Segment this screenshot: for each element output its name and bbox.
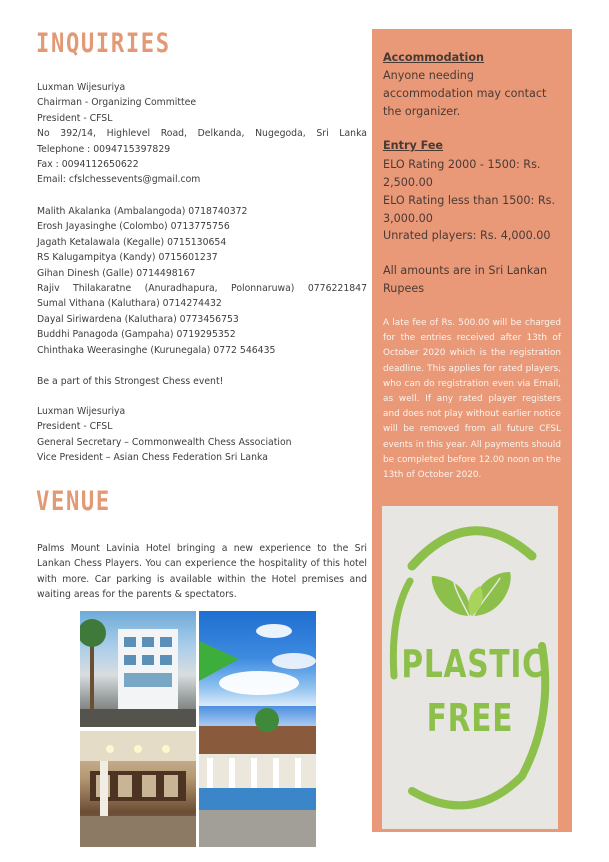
venue-description: Palms Mount Lavinia Hotel bringing a new experience to the Sri Lankan Chess Players. You can experience the hospitality of this hotel with more. Car parking is available within the Hotel premises and waiting areas for the parents & spectators. — [37, 543, 367, 601]
contact-telephone: Telephone : 0094715397829 — [37, 143, 171, 155]
hall-interior-photo — [80, 731, 196, 847]
contact-line: Luxman Wijesuriya — [37, 82, 126, 93]
contact-line: Chairman - Organizing Committee — [37, 97, 197, 109]
inquiries-title: INQUIRIES — [36, 28, 171, 59]
signature-line: Vice President – Asian Chess Federation Sri Lanka — [37, 452, 268, 464]
entry-fee-item: ELO Rating less than 1500: Rs. 3,000.00 — [383, 194, 556, 225]
coordinator-item: Dayal Siriwardena (Kaluthara) 0773456753 — [37, 313, 239, 325]
coordinator-item: Erosh Jayasinghe (Colombo) 0713775756 — [37, 221, 230, 233]
accommodation-text: Anyone needing accommodation may contact the organizer. — [383, 69, 547, 118]
contact-fax: Fax : 0094112650622 — [37, 159, 139, 171]
coordinator-item: RS Kalugampitya (Kandy) 0715601237 — [37, 252, 218, 264]
signature-block — [37, 404, 367, 466]
coordinator-item: Chinthaka Weerasinghe (Kurunegala) 0772 546435 — [37, 344, 276, 356]
free-word: FREE — [426, 696, 514, 740]
coordinators-list — [37, 204, 367, 358]
plastic-free-badge — [382, 506, 558, 829]
coordinator-item: Buddhi Panagoda (Gampaha) 0719295352 — [37, 329, 236, 341]
coordinator-item: Jagath Ketalawala (Kegalle) 0715130654 — [37, 236, 227, 248]
currency-note: All amounts are in Sri Lankan Rupees — [383, 264, 548, 295]
entry-fee-item: ELO Rating 2000 - 1500: Rs. 2,500.00 — [383, 158, 541, 189]
entry-fee-item: Unrated players: Rs. 4,000.00 — [383, 229, 551, 242]
signature-line: President - CFSL — [37, 421, 113, 433]
signature-line: General Secretary – Commonwealth Chess Association — [37, 436, 292, 448]
hotel-pool-photo — [199, 706, 316, 847]
event-tagline-text: Be a part of this Strongest Chess event! — [37, 376, 224, 387]
contact-email[interactable]: Email: cfslchessevents@gmail.com — [37, 174, 201, 186]
coordinator-item: Rajiv Thilakaratne (Anuradhapura, Polonnaruwa) 0776221847 — [37, 283, 367, 295]
hotel-exterior-photo — [80, 611, 196, 727]
signature-line: Luxman Wijesuriya — [37, 406, 126, 417]
coordinator-item: Sumal Vithana (Kaluthara) 0714274432 — [37, 298, 222, 310]
contact-address: No 392/14, Highlevel Road, Delkanda, Nugegoda, Sri Lanka — [37, 128, 367, 140]
event-tagline — [37, 374, 367, 389]
coordinator-item: Gihan Dinesh (Galle) 0714498167 — [37, 267, 196, 279]
entry-fee-heading: Entry Fee — [383, 139, 444, 152]
contact-block — [37, 80, 367, 188]
contact-line: President - CFSL — [37, 112, 113, 124]
coordinator-item: Malith Akalanka (Ambalangoda) 0718740372 — [37, 206, 248, 217]
plastic-word: PLASTIC — [401, 642, 545, 686]
late-fee-notice: A late fee of Rs. 500.00 will be charged for the entries received after 13th of October 2020 which is the registration deadline. This applies for rated players, who can do registration even via Email, as well. If any rated player registers and does not play without earlier notice will be removed from all future CFSL events in this year. All payments should be completed before 12.00 noon on the 13th of October 2020. — [383, 318, 561, 481]
accommodation-heading: Accommodation — [383, 51, 484, 64]
venue-title: VENUE — [36, 486, 111, 517]
